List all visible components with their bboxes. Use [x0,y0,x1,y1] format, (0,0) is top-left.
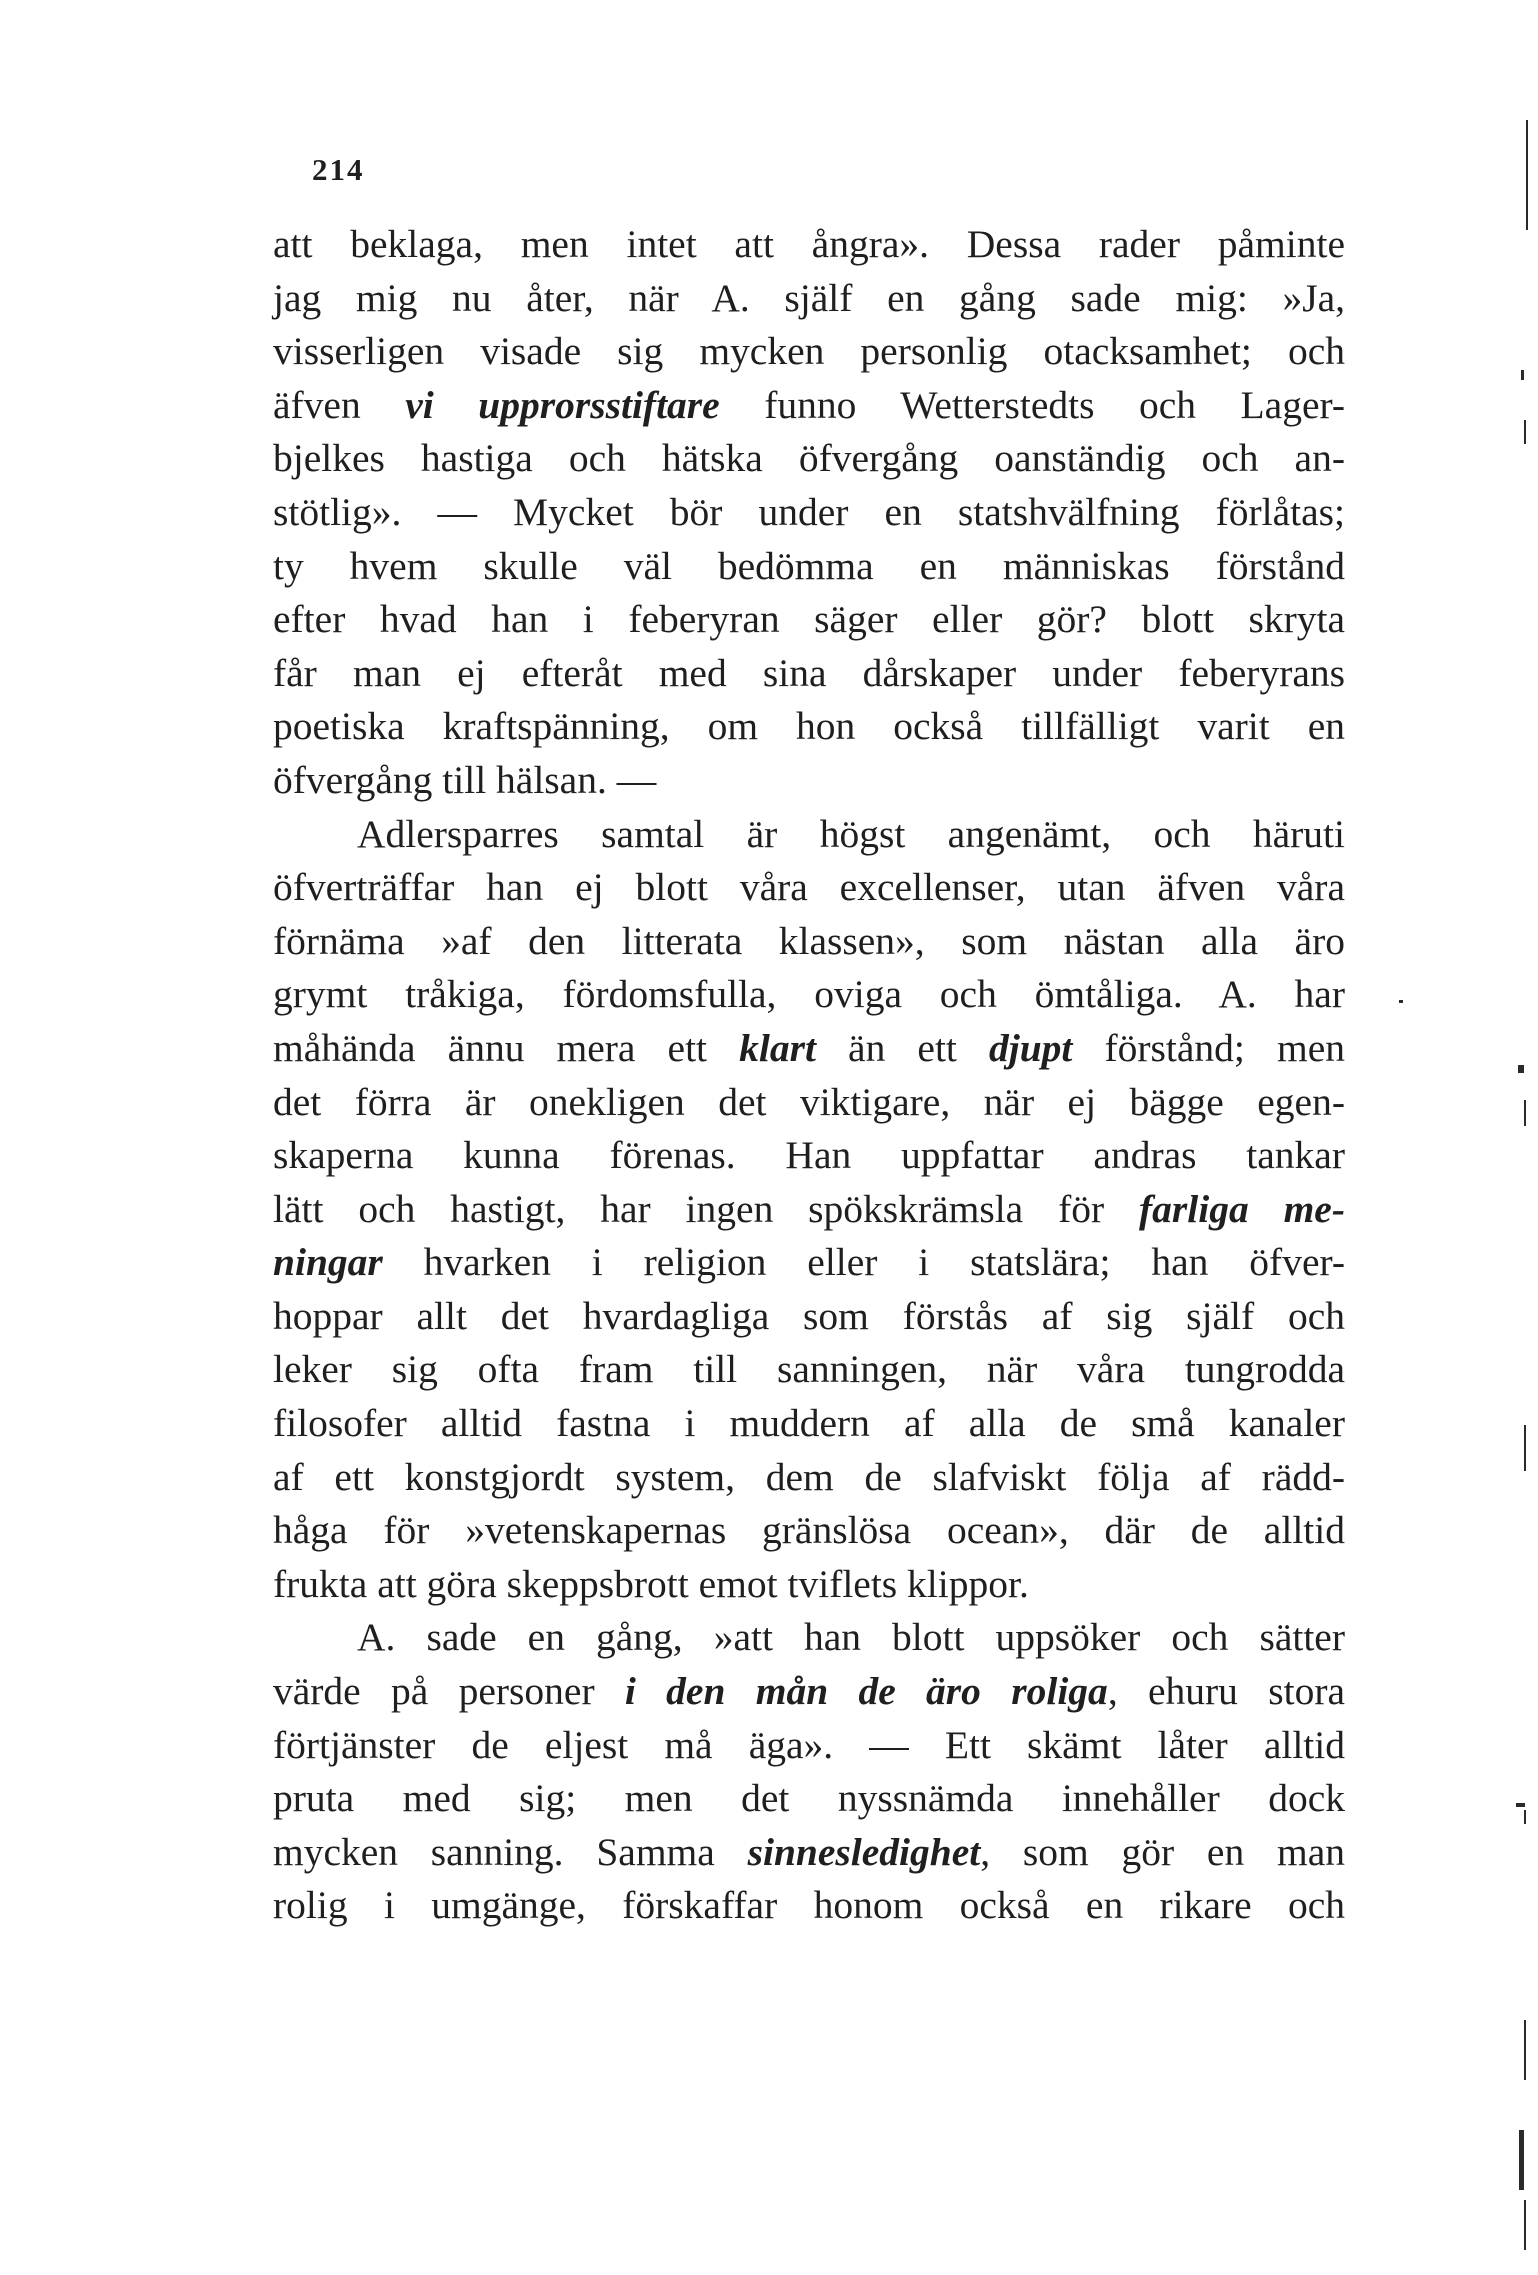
italic-phrase: i den mån de äro roliga [624,1669,1108,1714]
scan-edge-mark [1524,2200,1526,2250]
text-line: förtjänster de eljest må äga». — Ett skämt låter alltid [273,1722,1345,1767]
text-line: leker sig ofta fram till sanningen, när våra tungrodda [273,1347,1345,1392]
page-number: 214 [312,152,365,187]
text-line: grymt tråkiga, fördomsfulla, oviga och ömtåliga. A. har [273,972,1345,1017]
scan-edge-mark [1524,1810,1526,1824]
scan-edge-mark [1524,1100,1526,1126]
paragraph-start-line: Adlersparres samtal är högst angenämt, och häruti [357,811,1345,856]
scan-edge-mark [1521,370,1524,380]
text-line: måhända ännu mera ett klart än ett djupt förstånd; men [273,1025,1345,1070]
text-line: ty hvem skulle väl bedömma en människas förstånd [273,543,1345,588]
text-line: förnäma »af den litterata klassen», som nästan alla äro [273,918,1345,963]
text-line: efter hvad han i feberyran säger eller gör? blott skryta [273,597,1345,642]
italic-phrase: ningar [273,1240,383,1285]
text-line: lätt och hastigt, har ingen spökskrämsla för farliga me- [273,1186,1345,1231]
text-line: ningar hvarken i religion eller i statslära; han öfver- [273,1240,1345,1285]
text-line: filosofer alltid fastna i muddern af alla de små kanaler [273,1401,1345,1446]
text-line: stötlig». — Mycket bör under en statshvälfning förlåtas; [273,489,1345,534]
italic-phrase: klart [739,1025,816,1070]
scan-edge-mark [1519,2130,1524,2190]
text-line: mycken sanning. Samma sinnesledighet, som gör en man [273,1829,1345,1874]
text-line: pruta med sig; men det nyssnämda innehåller dock [273,1776,1345,1821]
text-line: hoppar allt det hvardagliga som förstås af sig själf och [273,1293,1345,1338]
text-line: får man ej efteråt med sina dårskaper under feberyrans [273,650,1345,695]
italic-phrase: sinnesledighet [747,1829,981,1874]
text-line: skaperna kunna förenas. Han uppfattar andras tankar [273,1133,1345,1178]
text-line: det förra är onekligen det viktigare, när ej bägge egen- [273,1079,1345,1124]
text-line: jag mig nu åter, när A. själf en gång sade mig: »Ja, [273,275,1345,320]
scan-edge-mark [1526,120,1528,230]
text-line: af ett konstgjordt system, dem de slafviskt följa af rädd- [273,1454,1345,1499]
scan-edge-mark [1524,420,1526,444]
scan-edge-mark [1518,1065,1524,1073]
paragraph-start-line: A. sade en gång, »att han blott uppsöker och sätter [357,1615,1345,1660]
text-line: håga för »vetenskapernas gränslösa ocean», där de alltid [273,1508,1345,1553]
text-line: visserligen visade sig mycken personlig otacksamhet; och [273,329,1345,374]
scan-edge-mark [1524,2020,1526,2080]
body-text [273,218,1345,1933]
italic-phrase: farliga me- [1139,1186,1345,1231]
text-line: värde på personer i den mån de äro roliga, ehuru stora [273,1669,1346,1714]
scan-edge-mark [1524,1425,1526,1471]
italic-phrase: vi upprorsstiftare [405,382,720,427]
scan-edge-mark [1399,1000,1403,1003]
text-line: öfvergång till hälsan. — [273,757,657,802]
scan-edge-mark [1516,1803,1525,1807]
text-line: rolig i umgänge, förskaffar honom också en rikare och [273,1883,1345,1928]
text-line: frukta att göra skeppsbrott emot tviflets klippor. [273,1561,1029,1606]
text-line: bjelkes hastiga och hätska öfvergång oanständig och an- [273,436,1345,481]
text-line: äfven vi upprorsstiftare funno Wetterstedts och Lager- [273,382,1345,427]
italic-phrase: djupt [988,1025,1073,1070]
text-line: att beklaga, men intet att ångra». Dessa rader påminte [273,222,1345,266]
text-line: öfverträffar han ej blott våra excellenser, utan äfven våra [273,865,1345,910]
text-line: poetiska kraftspänning, om hon också tillfälligt varit en [273,704,1345,749]
